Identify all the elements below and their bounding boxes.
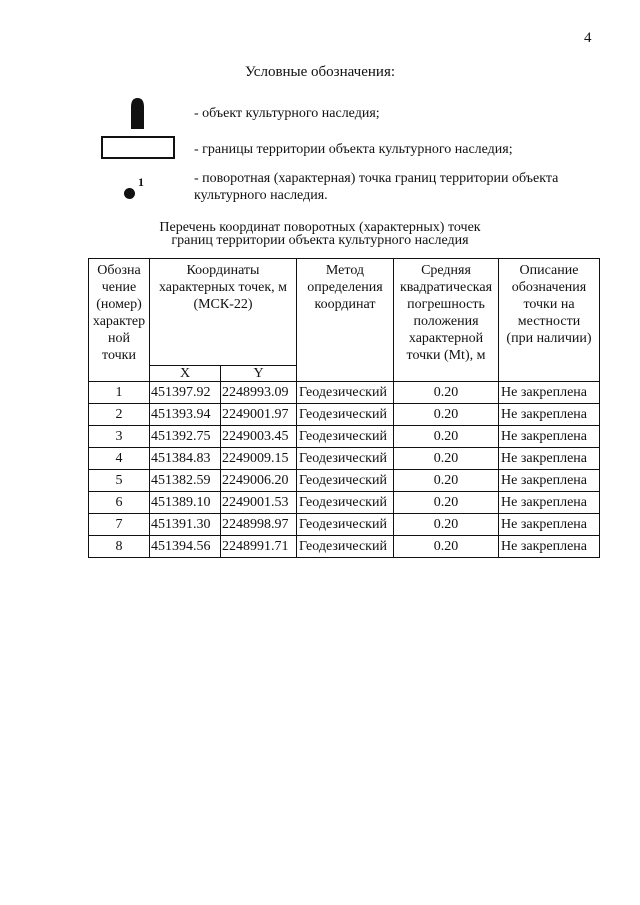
cell-x: 451392.75 — [150, 426, 221, 448]
table-row — [89, 470, 600, 492]
cell-error: 0.20 — [394, 470, 499, 492]
cell-method: Геодезический — [297, 426, 394, 448]
cell-description: Не закреплена — [499, 426, 600, 448]
border-rectangle-icon — [101, 136, 175, 159]
cell-method: Геодезический — [297, 382, 394, 404]
table-row — [89, 448, 600, 470]
cell-y: 2248998.97 — [221, 514, 297, 536]
cell-error: 0.20 — [394, 382, 499, 404]
cell-error: 0.20 — [394, 492, 499, 514]
cell-method: Геодезический — [297, 514, 394, 536]
cell-method: Геодезический — [297, 404, 394, 426]
table-title — [0, 221, 640, 247]
table-title-line2: границ территории объекта культурного наследия — [171, 233, 469, 248]
cell-x: 451394.56 — [150, 536, 221, 558]
legend-text-border: - границы территории объекта культурного наследия; — [194, 142, 513, 157]
monument-icon — [130, 97, 145, 129]
header-coordinates: Координаты характерных точек, м (МСК-22) — [150, 259, 297, 366]
header-x: X — [150, 366, 221, 382]
cell-description: Не закреплена — [499, 514, 600, 536]
cell-method: Геодезический — [297, 536, 394, 558]
table-row — [89, 492, 600, 514]
table-row — [89, 514, 600, 536]
cell-method: Геодезический — [297, 448, 394, 470]
cell-method: Геодезический — [297, 492, 394, 514]
cell-error: 0.20 — [394, 514, 499, 536]
cell-y: 2248993.09 — [221, 382, 297, 404]
cell-y: 2248991.71 — [221, 536, 297, 558]
cell-point-number: 6 — [89, 492, 150, 514]
cell-error: 0.20 — [394, 448, 499, 470]
cell-error: 0.20 — [394, 404, 499, 426]
legend-title: Условные обозначения: — [244, 64, 396, 80]
cell-description: Не закреплена — [499, 382, 600, 404]
cell-y: 2249001.53 — [221, 492, 297, 514]
table-row — [89, 382, 600, 404]
cell-description: Не закреплена — [499, 404, 600, 426]
cell-point-number: 8 — [89, 536, 150, 558]
legend-text-point-line1: - поворотная (характерная) точка границ территории объекта — [194, 171, 559, 186]
cell-point-number: 4 — [89, 448, 150, 470]
header-y: Y — [221, 366, 297, 382]
cell-y: 2249003.45 — [221, 426, 297, 448]
cell-error: 0.20 — [394, 426, 499, 448]
cell-x: 451382.59 — [150, 470, 221, 492]
cell-description: Не закреплена — [499, 492, 600, 514]
cell-x: 451384.83 — [150, 448, 221, 470]
cell-description: Не закреплена — [499, 536, 600, 558]
header-method: Метод определения координат — [297, 259, 394, 382]
page-number: 4 — [584, 30, 592, 46]
header-description: Описание обозначения точки на местности (при наличии) — [499, 259, 600, 382]
table-row — [89, 404, 600, 426]
cell-x: 451393.94 — [150, 404, 221, 426]
legend-text-monument: - объект культурного наследия; — [194, 106, 380, 121]
table-row — [89, 426, 600, 448]
cell-point-number: 7 — [89, 514, 150, 536]
turning-point-label: 1 — [138, 175, 144, 189]
cell-x: 451397.92 — [150, 382, 221, 404]
cell-point-number: 5 — [89, 470, 150, 492]
cell-description: Не закреплена — [499, 470, 600, 492]
table-title-line1: Перечень координат поворотных (характерных) точек — [159, 220, 481, 235]
cell-method: Геодезический — [297, 470, 394, 492]
cell-error: 0.20 — [394, 536, 499, 558]
coordinates-table — [88, 258, 600, 558]
turning-point-icon — [124, 188, 135, 199]
cell-y: 2249001.97 — [221, 404, 297, 426]
table-row — [89, 536, 600, 558]
legend-text-point-line2: культурного наследия. — [194, 188, 328, 203]
cell-description: Не закреплена — [499, 448, 600, 470]
header-designation: Обозна чение (номер) характер ной точки — [89, 259, 150, 382]
cell-x: 451391.30 — [150, 514, 221, 536]
cell-y: 2249006.20 — [221, 470, 297, 492]
cell-point-number: 1 — [89, 382, 150, 404]
cell-point-number: 3 — [89, 426, 150, 448]
header-error: Средняя квадратическая погрешность положения характерной точки (Mt), м — [394, 259, 499, 382]
cell-y: 2249009.15 — [221, 448, 297, 470]
cell-x: 451389.10 — [150, 492, 221, 514]
cell-point-number: 2 — [89, 404, 150, 426]
